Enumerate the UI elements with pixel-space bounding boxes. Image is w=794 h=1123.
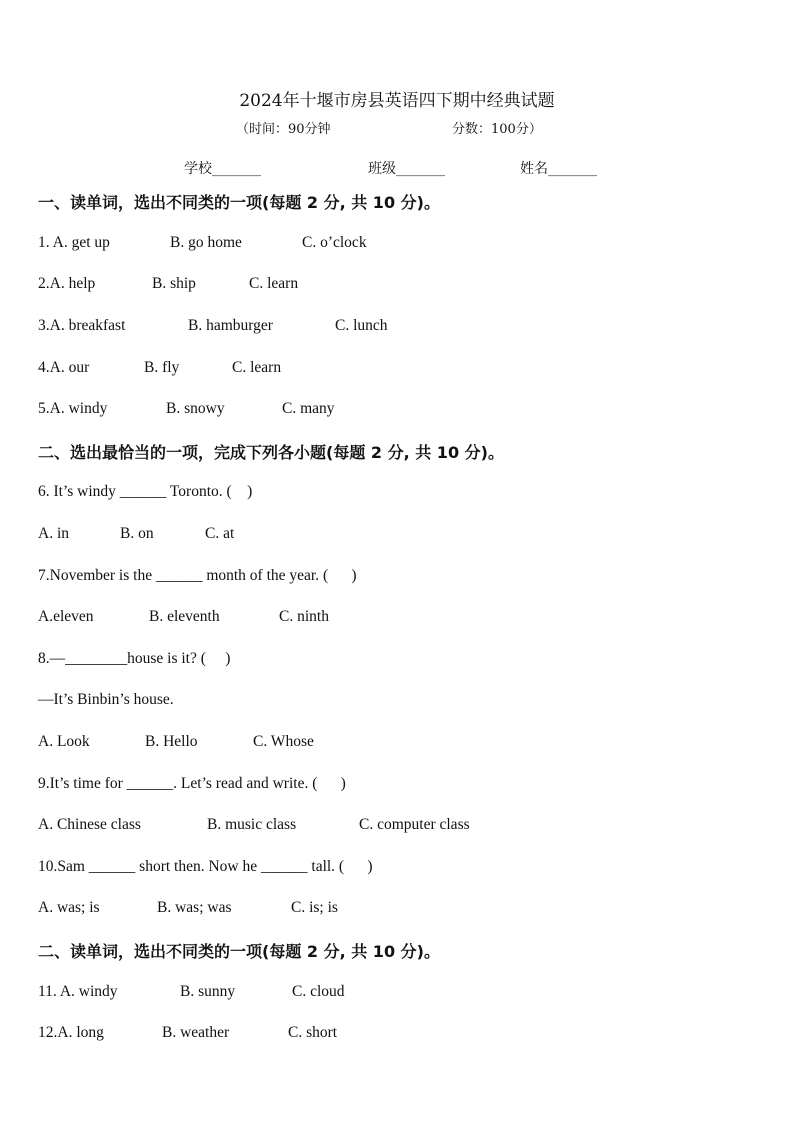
option-b: B. music class <box>207 816 297 833</box>
option-c: C. o’clock <box>302 234 367 251</box>
section-heading: 二、读单词，选出不同类的一项(每题 2 分, 共 10 分)。 <box>38 942 440 961</box>
option-a: A. Look <box>38 733 90 750</box>
option-b: B. on <box>120 525 154 542</box>
option-a: 4.A. our <box>38 359 90 376</box>
school-field: 学校_______ <box>184 161 261 177</box>
option-c: C. many <box>282 400 335 417</box>
option-c: C. learn <box>232 359 282 376</box>
class-field: 班级_______ <box>368 161 445 177</box>
option-a: 1. A. get up <box>38 234 110 251</box>
question-stem: 6. It’s windy ______ Toronto. ( ) <box>38 483 253 500</box>
option-a: A.eleven <box>38 608 94 625</box>
option-b: B. Hello <box>145 733 198 750</box>
question-stem: 10.Sam ______ short then. Now he ______ tall. ( ) <box>38 858 373 875</box>
option-b: B. sunny <box>180 983 236 1000</box>
option-a: A. was; is <box>38 899 100 916</box>
option-c: C. computer class <box>359 816 470 833</box>
option-c: C. lunch <box>335 317 388 334</box>
exam-time: （时间：90分钟 <box>236 122 331 137</box>
option-b: B. hamburger <box>188 317 273 334</box>
option-b: B. fly <box>144 359 180 376</box>
question-stem: 9.It’s time for ______. Let’s read and write. ( ) <box>38 775 346 792</box>
option-a: 5.A. windy <box>38 400 108 417</box>
option-c: C. is; is <box>291 899 338 916</box>
option-a: 12.A. long <box>38 1024 104 1041</box>
option-a: 11. A. windy <box>38 983 118 1000</box>
option-a: A. in <box>38 525 69 542</box>
option-a: A. Chinese class <box>38 816 141 833</box>
option-b: B. was; was <box>157 899 232 916</box>
option-b: B. weather <box>162 1024 230 1041</box>
section-heading: 二、选出最恰当的一项，完成下列各小题(每题 2 分, 共 10 分)。 <box>38 443 504 462</box>
question-stem: 8.—________house is it? ( ) <box>38 650 231 667</box>
option-c: C. cloud <box>292 983 345 1000</box>
section-heading: 一、读单词，选出不同类的一项(每题 2 分, 共 10 分)。 <box>38 193 440 212</box>
name-field: 姓名_______ <box>520 161 597 177</box>
option-b: B. go home <box>170 234 242 251</box>
option-a: 2.A. help <box>38 275 96 292</box>
exam-title: 2024年十堰市房县英语四下期中经典试题 <box>239 91 555 111</box>
option-b: B. snowy <box>166 400 225 417</box>
question-reply: —It’s Binbin’s house. <box>38 691 174 708</box>
option-c: C. learn <box>249 275 299 292</box>
question-stem: 7.November is the ______ month of the year. ( ) <box>38 567 357 584</box>
option-b: B. eleventh <box>149 608 220 625</box>
option-c: C. short <box>288 1024 338 1041</box>
exam-score: 分数：100分） <box>452 122 542 137</box>
option-b: B. ship <box>152 275 196 292</box>
option-a: 3.A. breakfast <box>38 317 126 334</box>
option-c: C. Whose <box>253 733 314 750</box>
option-c: C. at <box>205 525 235 542</box>
option-c: C. ninth <box>279 608 329 625</box>
